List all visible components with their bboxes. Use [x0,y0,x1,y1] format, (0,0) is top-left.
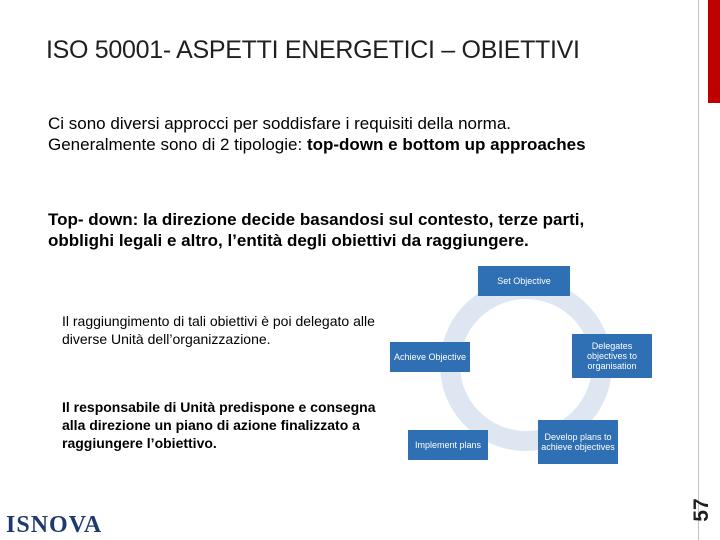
top-down-paragraph: Top- down: la direzione decide basandosi sul contesto, terze parti, obblighi legali e altro, l’entità degli obiettivi da raggiungere. [48,210,585,250]
delegate-box: Delegates objectives to organisation [572,334,652,378]
achieve-objective-box: Achieve Objective [390,342,470,372]
accent-bar [708,0,720,103]
intro-line-2-prefix: Generalmente sono di 2 tipologie: [48,135,307,154]
page-number: 57 [690,498,713,522]
intro-line-1: Ci sono diversi approcci per soddisfare i requisiti della norma. [48,114,511,133]
slide-title: ISO 50001- ASPETTI ENERGETICI – OBIETTIVI [46,36,580,64]
set-objective-box: Set Objective [478,266,570,296]
objective-cycle-diagram [386,262,668,468]
delegation-paragraph: Il raggiungimento di tali obiettivi è poi delegato alle diverse Unità dell’organizzazione. [62,313,375,347]
intro-line-2-bold: top-down e bottom up approaches [306,135,586,154]
develop-plans-box: Develop plans to achieve objectives [538,420,618,464]
right-divider [698,0,699,540]
intro-paragraph [48,113,618,155]
implement-plans-box: Implement plans [408,430,488,460]
isnova-logo: ISNOVA [6,512,103,538]
unit-manager-paragraph: Il responsabile di Unità predispone e consegna alla direzione un piano di azione finalizzato a raggiungere l’obiettivo. [62,399,376,451]
